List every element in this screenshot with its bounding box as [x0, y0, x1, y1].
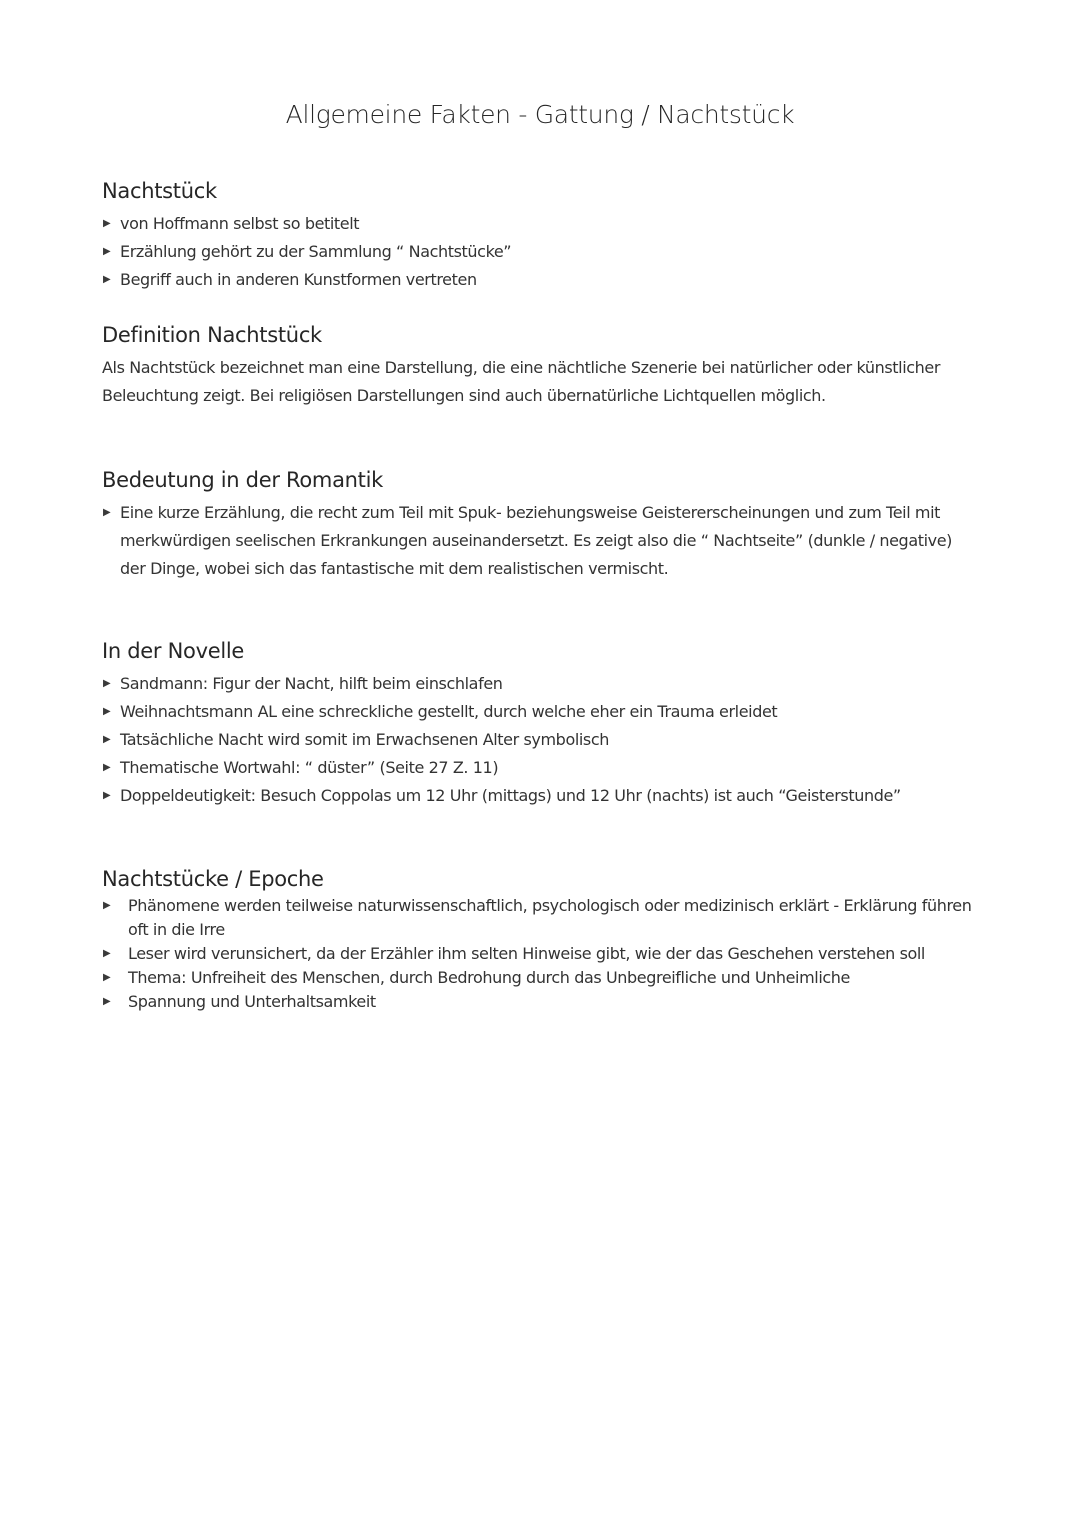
list-item-text: Leser wird verunsichert, da der Erzähler ihm selten Hinweise gibt, wie der das Geschehen verstehen soll	[128, 944, 925, 963]
list-item-text: Eine kurze Erzählung, die recht zum Teil mit Spuk- beziehungsweise Geistererscheinungen und zum Teil mit merkwürdigen seelischen Erkrankungen auseinandersetzt. Es zeigt also die “ Nachtseite” (dunkle / negative) der Dinge, wobei sich das fantastische mit dem realistischen vermischt.	[120, 503, 952, 578]
page-title: Allgemeine Fakten - Gattung / Nachtstück	[285, 100, 795, 129]
section-heading: Bedeutung in der Romantik	[102, 468, 383, 492]
triangle-bullet-icon: ▶	[103, 734, 111, 745]
section-romantik	[102, 467, 982, 583]
triangle-bullet-icon: ▶	[103, 900, 111, 911]
list-item-text: Begriff auch in anderen Kunstformen vertreten	[120, 270, 477, 289]
list-item	[102, 894, 982, 942]
triangle-bullet-icon: ▶	[103, 996, 111, 1007]
list-item	[102, 499, 982, 583]
list-item	[102, 942, 982, 966]
section-nachtstueck	[102, 178, 982, 294]
triangle-bullet-icon: ▶	[103, 678, 111, 689]
list-item	[102, 966, 982, 990]
section-heading: Nachtstücke / Epoche	[102, 867, 324, 891]
list-item	[102, 754, 982, 782]
list-item-text: Spannung und Unterhaltsamkeit	[128, 992, 376, 1011]
bullet-list	[102, 499, 982, 583]
list-item-text: Weihnachtsmann AL eine schreckliche gestellt, durch welche eher ein Trauma erleidet	[120, 702, 778, 721]
triangle-bullet-icon: ▶	[103, 762, 111, 773]
section-novelle	[102, 638, 982, 810]
list-item-text: von Hoffmann selbst so betitelt	[120, 214, 360, 233]
list-item-text: Erzählung gehört zu der Sammlung “ Nachtstücke”	[120, 242, 512, 261]
section-heading: Definition Nachtstück	[102, 323, 322, 347]
triangle-bullet-icon: ▶	[103, 972, 111, 983]
list-item	[102, 266, 982, 294]
list-item-text: Doppeldeutigkeit: Besuch Coppolas um 12 Uhr (mittags) und 12 Uhr (nachts) ist auch “Geisterstunde”	[120, 786, 901, 805]
bullet-list	[102, 670, 982, 810]
triangle-bullet-icon: ▶	[103, 507, 111, 518]
list-item-text: Phänomene werden teilweise naturwissenschaftlich, psychologisch oder medizinisch erklärt - Erklärung führen oft in die Irre	[128, 896, 972, 939]
triangle-bullet-icon: ▶	[103, 274, 111, 285]
triangle-bullet-icon: ▶	[103, 246, 111, 257]
list-item-text: Thema: Unfreiheit des Menschen, durch Bedrohung durch das Unbegreifliche und Unheimliche	[128, 968, 850, 987]
section-epoche	[102, 866, 982, 1014]
bullet-list	[102, 894, 982, 1014]
list-item	[102, 726, 982, 754]
definition-paragraph: Als Nachtstück bezeichnet man eine Darstellung, die eine nächtliche Szenerie bei natürlicher oder künstlicher Beleuchtung zeigt. Bei religiösen Darstellungen sind auch übernatürliche Lichtquellen möglich.	[102, 358, 941, 405]
triangle-bullet-icon: ▶	[103, 790, 111, 801]
list-item	[102, 238, 982, 266]
triangle-bullet-icon: ▶	[103, 218, 111, 229]
bullet-list	[102, 210, 982, 294]
list-item	[102, 210, 982, 238]
list-item	[102, 782, 982, 810]
section-definition	[102, 322, 982, 410]
list-item	[102, 670, 982, 698]
section-heading: In der Novelle	[102, 639, 245, 663]
list-item-text: Sandmann: Figur der Nacht, hilft beim einschlafen	[120, 674, 503, 693]
section-heading: Nachtstück	[102, 179, 217, 203]
list-item-text: Thematische Wortwahl: “ düster” (Seite 27 Z. 11)	[120, 758, 499, 777]
triangle-bullet-icon: ▶	[103, 948, 111, 959]
list-item	[102, 698, 982, 726]
list-item	[102, 990, 982, 1014]
list-item-text: Tatsächliche Nacht wird somit im Erwachsenen Alter symbolisch	[120, 730, 609, 749]
triangle-bullet-icon: ▶	[103, 706, 111, 717]
